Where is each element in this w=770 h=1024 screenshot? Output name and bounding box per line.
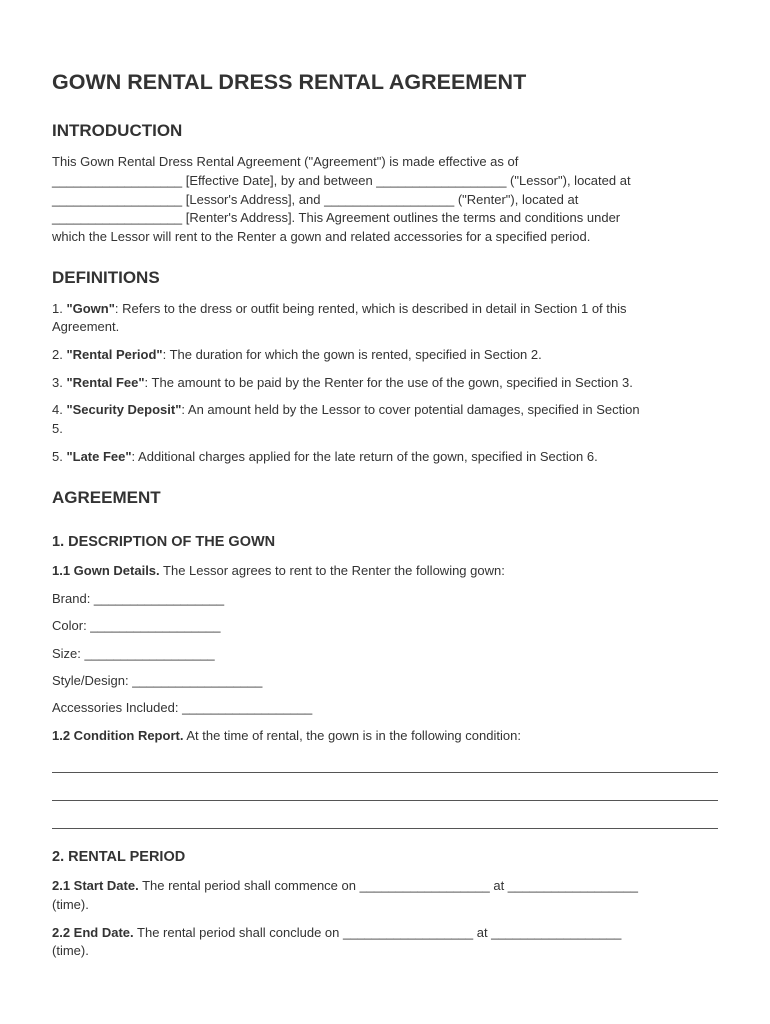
- introduction-heading: INTRODUCTION: [52, 121, 183, 140]
- clause-label: 1.1 Gown Details.: [52, 563, 160, 578]
- definition-item: [52, 300, 627, 318]
- definitions-heading: DEFINITIONS: [52, 268, 160, 287]
- condition-blank-line: [52, 828, 718, 829]
- brand-field: Brand: __________________: [52, 591, 225, 606]
- intro-line-5: which the Lessor will rent to the Renter a gown and related accessories for a specified period.: [52, 229, 591, 244]
- clause-text: At the time of rental, the gown is in the following condition:: [183, 728, 521, 743]
- clause-continuation: (time).: [52, 897, 89, 912]
- definition-term: "Rental Period": [66, 347, 163, 362]
- definition-text: : Refers to the dress or outfit being rented, which is described in detail in Section 1 of this: [114, 301, 627, 316]
- clause-label: 2.2 End Date.: [52, 925, 134, 940]
- definition-item: [52, 401, 640, 419]
- clause-2-1: [52, 877, 638, 895]
- definition-text: : An amount held by the Lessor to cover potential damages, specified in Section: [181, 402, 640, 417]
- definition-term: "Late Fee": [66, 449, 132, 464]
- definition-term: "Security Deposit": [66, 402, 182, 417]
- definition-item: [52, 346, 542, 364]
- clause-text: The Lessor agrees to rent to the Renter the following gown:: [159, 563, 505, 578]
- definition-number: 1.: [52, 301, 63, 316]
- condition-blank-line: [52, 772, 718, 773]
- definition-continuation: 5.: [52, 421, 63, 436]
- definition-text: : The duration for which the gown is rented, specified in Section 2.: [162, 347, 542, 362]
- definition-number: 3.: [52, 375, 63, 390]
- agreement-heading: AGREEMENT: [52, 488, 161, 507]
- definition-item: [52, 448, 598, 466]
- condition-blank-line: [52, 800, 718, 801]
- style-design-field: Style/Design: __________________: [52, 673, 263, 688]
- clause-text: The rental period shall commence on __________________ at __________________: [138, 878, 638, 893]
- definition-term: "Rental Fee": [66, 375, 145, 390]
- clause-text: The rental period shall conclude on __________________ at __________________: [133, 925, 622, 940]
- intro-line-4: __________________ [Renter's Address]. This Agreement outlines the terms and conditions under: [52, 210, 621, 225]
- clause-1-2: [52, 727, 521, 745]
- clause-continuation: (time).: [52, 943, 89, 958]
- color-field: Color: __________________: [52, 618, 221, 633]
- size-field: Size: __________________: [52, 646, 215, 661]
- document-title: GOWN RENTAL DRESS RENTAL AGREEMENT: [52, 70, 527, 94]
- clause-1-1: [52, 562, 505, 580]
- definition-number: 2.: [52, 347, 63, 362]
- section-1-heading: 1. DESCRIPTION OF THE GOWN: [52, 534, 276, 550]
- intro-line-3: __________________ [Lessor's Address], and __________________ ("Renter"), located at: [52, 192, 579, 207]
- intro-line-1: This Gown Rental Dress Rental Agreement ("Agreement") is made effective as of: [52, 154, 519, 169]
- definition-number: 5.: [52, 449, 63, 464]
- definition-text: : The amount to be paid by the Renter for the use of the gown, specified in Section 3.: [144, 375, 633, 390]
- definition-number: 4.: [52, 402, 63, 417]
- definition-term: "Gown": [66, 301, 115, 316]
- clause-2-2: [52, 924, 621, 942]
- definition-item: [52, 374, 633, 392]
- accessories-field: Accessories Included: __________________: [52, 700, 313, 715]
- intro-line-2: __________________ [Effective Date], by and between __________________ ("Lessor"), located at: [52, 173, 631, 188]
- clause-label: 2.1 Start Date.: [52, 878, 139, 893]
- definition-continuation: Agreement.: [52, 319, 120, 334]
- definition-text: : Additional charges applied for the late return of the gown, specified in Section 6.: [131, 449, 598, 464]
- section-2-heading: 2. RENTAL PERIOD: [52, 849, 186, 865]
- clause-label: 1.2 Condition Report.: [52, 728, 184, 743]
